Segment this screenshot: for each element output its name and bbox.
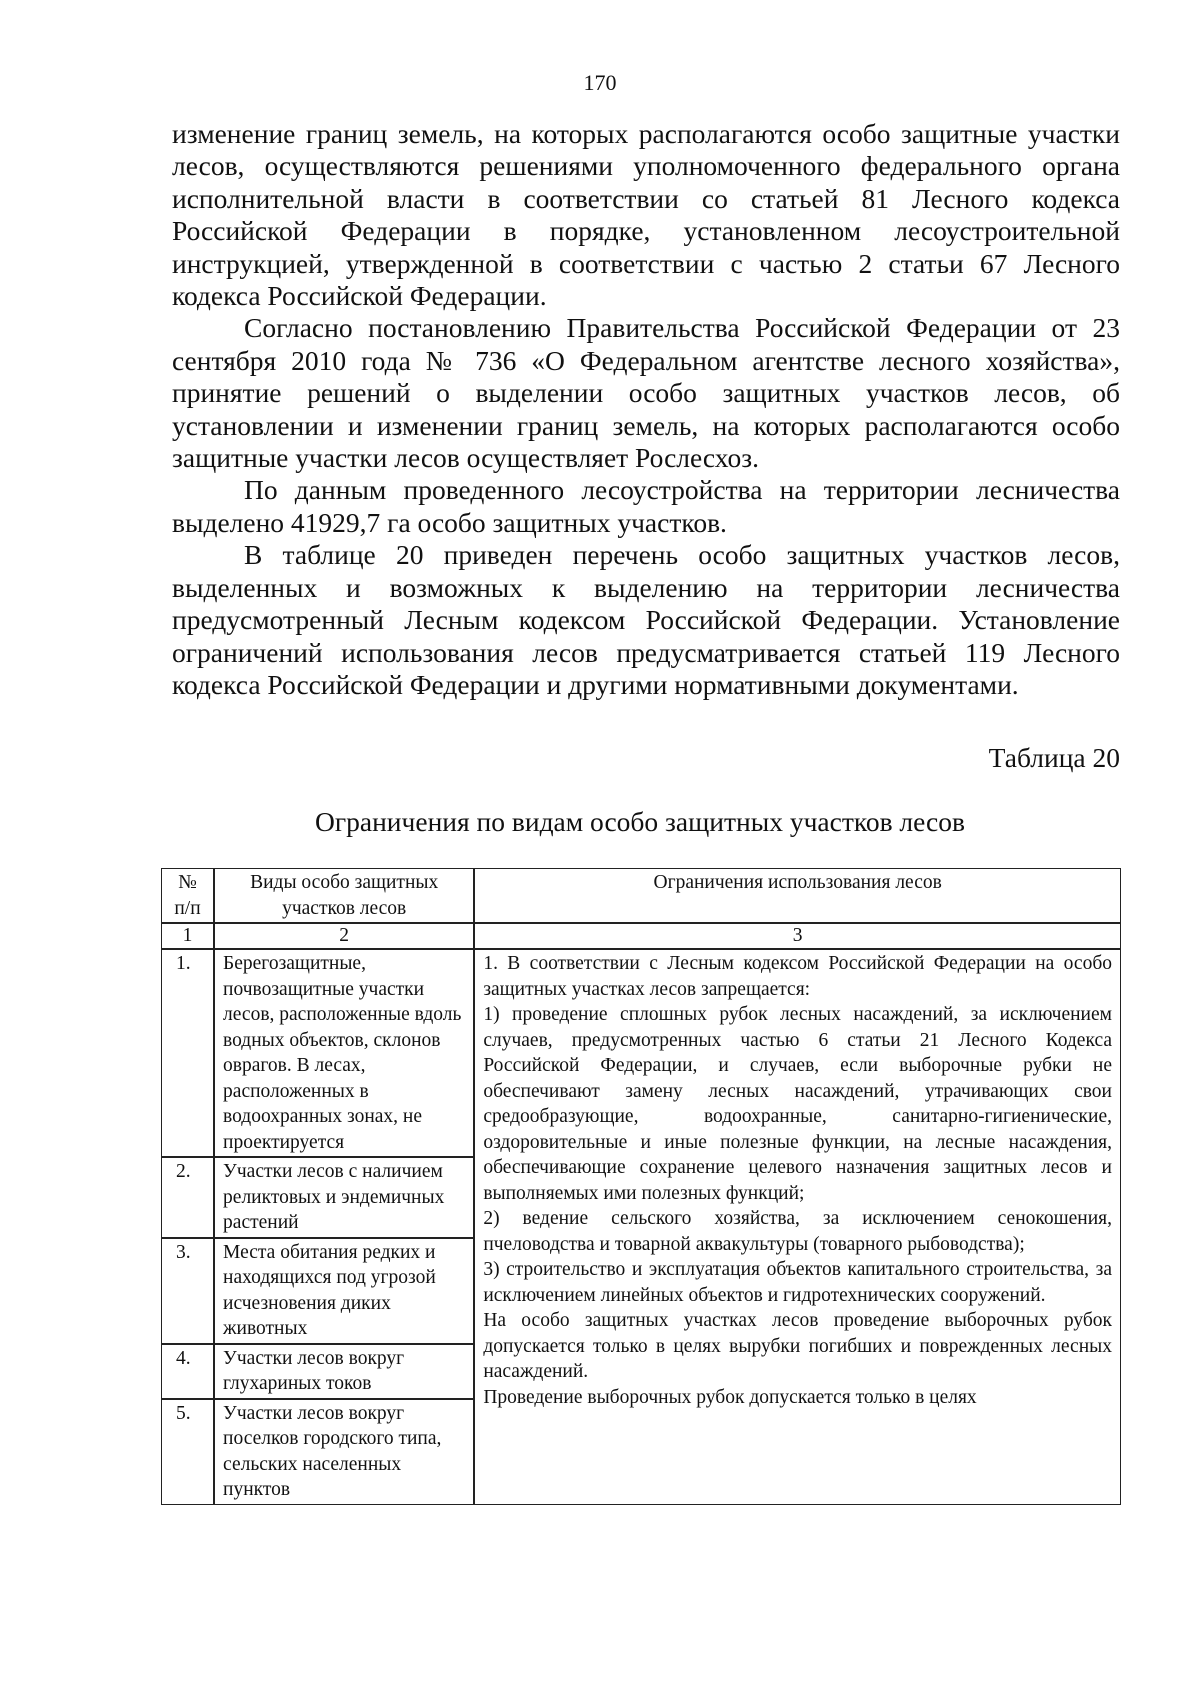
header-num: № п/п	[161, 868, 214, 923]
table-title: Ограничения по видам особо защитных участков лесов	[315, 806, 965, 837]
restriction-text: Проведение выборочных рубок допускается только в целях	[483, 1386, 977, 1408]
column-number: 3	[474, 923, 1121, 949]
table-column-number-row	[161, 923, 1121, 949]
column-number: 2	[214, 923, 474, 949]
restriction-text: 2) ведение сельского хозяйства, за исключением сенокошения, пчеловодства и товарной аквакультуры (товарного рыбоводства);	[483, 1208, 1112, 1255]
restrictions-cell	[474, 949, 1121, 1505]
table-row	[161, 949, 1121, 1157]
restriction-text: На особо защитных участках лесов проведение выборочных рубок допускается только в целях вырубки погибших и поврежденных лесных насаждений.	[483, 1310, 1112, 1382]
row-number: 1.	[161, 949, 214, 1157]
row-kind: Берегозащитные, почвозащитные участки лесов, расположенные вдоль водных объектов, склонов оврагов. В лесах, расположенных в водоохранных зонах, не проектируется	[214, 949, 474, 1157]
column-number: 1	[161, 923, 214, 949]
body-text	[172, 118, 1120, 701]
paragraph: изменение границ земель, на которых располагаются особо защитные участки лесов, осуществляются решениями уполномоченного федерального органа исполнительной власти в соответствии со статьей 81 Лесного кодекса Российской Федерации в порядке, установленном лесоустроительной инструкцией, утвержденной в соответствии с частью 2 статьи 67 Лесного кодекса Российской Федерации.	[172, 118, 1120, 312]
restrictions-table	[161, 868, 1121, 1505]
row-number: 4.	[161, 1344, 214, 1399]
row-kind: Участки лесов вокруг глухариных токов	[214, 1344, 474, 1399]
restriction-text: 1. В соответствии с Лесным кодексом Российской Федерации на особо защитных участках лесов запрещается:	[483, 953, 1112, 1000]
paragraph: В таблице 20 приведен перечень особо защитных участков лесов, выделенных и возможных к выделению на территории лесничества предусмотренный Лесным кодексом Российской Федерации. Установление ограничений использования лесов предусматривается статьей 119 Лесного кодекса Российской Федерации и другими нормативными документами.	[172, 539, 1120, 700]
header-kind: Виды особо защитных участков лесов	[214, 868, 474, 923]
table-caption: Таблица 20	[988, 742, 1120, 773]
paragraph: По данным проведенного лесоустройства на территории лесничества выделено 41929,7 га особо защитных участков.	[172, 474, 1120, 538]
paragraph: Согласно постановлению Правительства Российской Федерации от 23 сентября 2010 года № 736 «О Федеральном агентстве лесного хозяйства», принятие решений о выделении особо защитных участков лесов, об установлении и изменении границ земель, на которых располагаются особо защитные участки лесов осуществляет Рослесхоз.	[172, 312, 1120, 474]
restriction-text: 1) проведение сплошных рубок лесных насаждений, за исключением случаев, предусмотренных частью 6 статьи 21 Лесного Кодекса Российской Федерации, и случаев, если выборочные рубки не обеспечивают замену лесных насаждений, утрачивающих свои средообразующие, водоохранные, санитарно-гигиенические, оздоровительные и иные полезные функции, на лесные насаждения, обеспечивающие сохранение целевого назначения защитных лесов и выполняемых ими полезных функций;	[483, 1004, 1112, 1204]
table-header-row	[161, 868, 1121, 923]
row-number: 2.	[161, 1157, 214, 1238]
row-number: 3.	[161, 1238, 214, 1344]
row-number: 5.	[161, 1399, 214, 1505]
page-number: 170	[583, 70, 617, 95]
row-kind: Места обитания редких и находящихся под угрозой исчезновения диких животных	[214, 1238, 474, 1344]
row-kind: Участки лесов с наличием реликтовых и эндемичных растений	[214, 1157, 474, 1238]
header-restrictions: Ограничения использования лесов	[474, 868, 1121, 923]
restriction-text: 3) строительство и эксплуатация объектов капитального строительства, за исключением линейных объектов и гидротехнических сооружений.	[483, 1259, 1112, 1306]
row-kind: Участки лесов вокруг поселков городского типа, сельских населенных пунктов	[214, 1399, 474, 1505]
